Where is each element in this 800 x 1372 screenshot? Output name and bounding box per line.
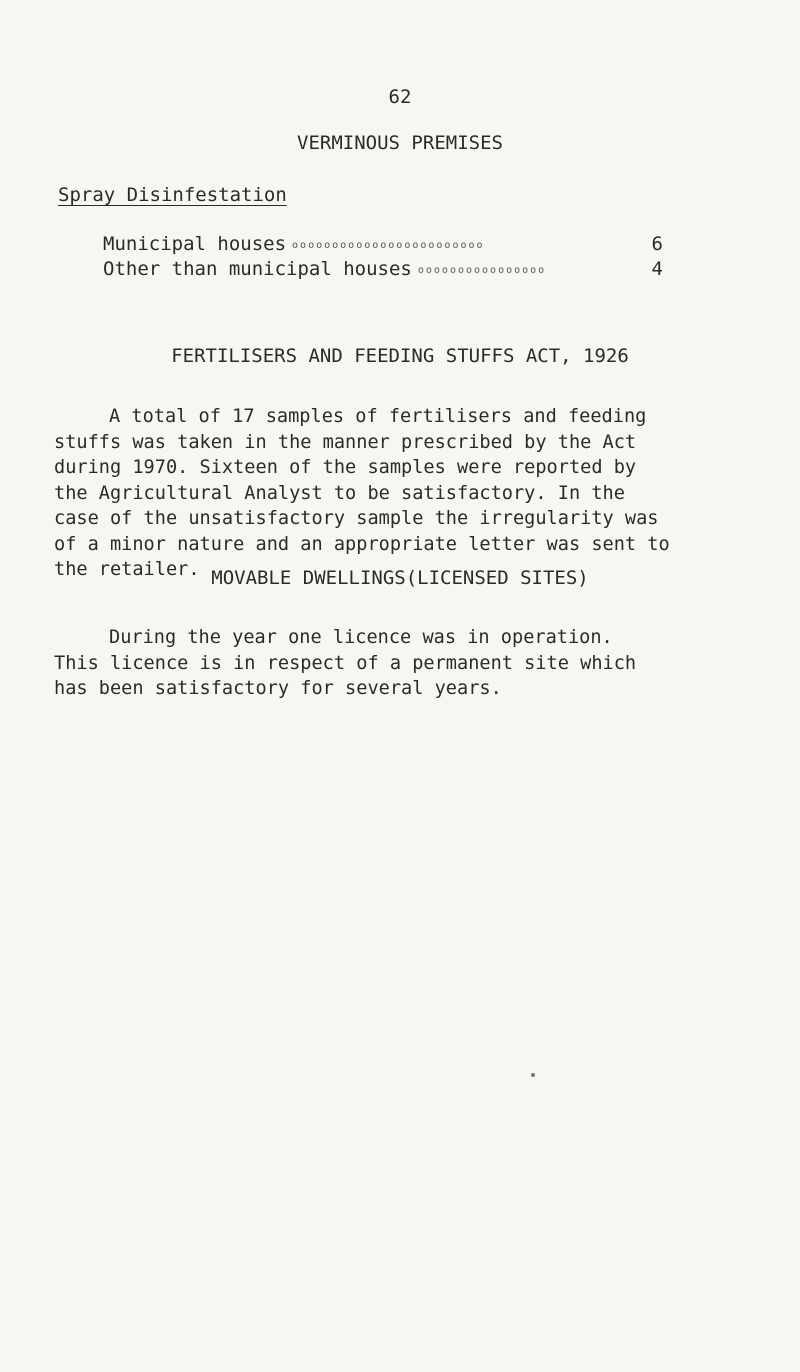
table-row — [103, 258, 663, 280]
paragraph-line: the Agricultural Analyst to be satisfactory. In the — [54, 482, 625, 504]
page-number: 62 — [388, 86, 412, 108]
section-title-verminous-premises: VERMINOUS PREMISES — [297, 132, 503, 154]
row-label: Other than municipal houses — [103, 258, 412, 280]
paragraph-line: stuffs was taken in the manner prescribed by the Act — [54, 431, 637, 453]
fertilisers-paragraph — [54, 404, 754, 583]
row-count: 6 — [651, 233, 663, 255]
paragraph-line: case of the unsatisfactory sample the irregularity was — [54, 508, 659, 529]
paragraph-line: This licence is in respect of a permanent site which — [54, 652, 637, 674]
paragraph-line: of a minor nature and an appropriate letter was sent to — [54, 533, 670, 555]
row-label: Municipal houses — [103, 233, 287, 255]
paragraph-line: has been satisfactory for several years. — [54, 678, 502, 699]
subheading-spray-disinfestation: Spray Disinfestation — [58, 184, 287, 206]
section-title-movable-dwellings: MOVABLE DWELLINGS(LICENSED SITES) — [211, 567, 589, 589]
table-row — [103, 233, 663, 255]
dot-leader: oooooooooooooooooooooooo — [292, 240, 485, 251]
paragraph-line: during 1970. Sixteen of the samples were reported by — [54, 457, 637, 478]
stray-mark — [531, 1073, 535, 1077]
section-title-fertilisers: FERTILISERS AND FEEDING STUFFS ACT, 1926 — [171, 345, 629, 367]
paragraph-line: A total of 17 samples of fertilisers and feeding — [109, 406, 647, 427]
row-count: 4 — [651, 258, 663, 280]
paragraph-line: During the year one licence was in operation. — [109, 627, 613, 648]
dot-leader: oooooooooooooooo — [417, 265, 547, 276]
movable-dwellings-paragraph — [54, 625, 754, 702]
paragraph-line: the retailer. — [54, 559, 200, 580]
